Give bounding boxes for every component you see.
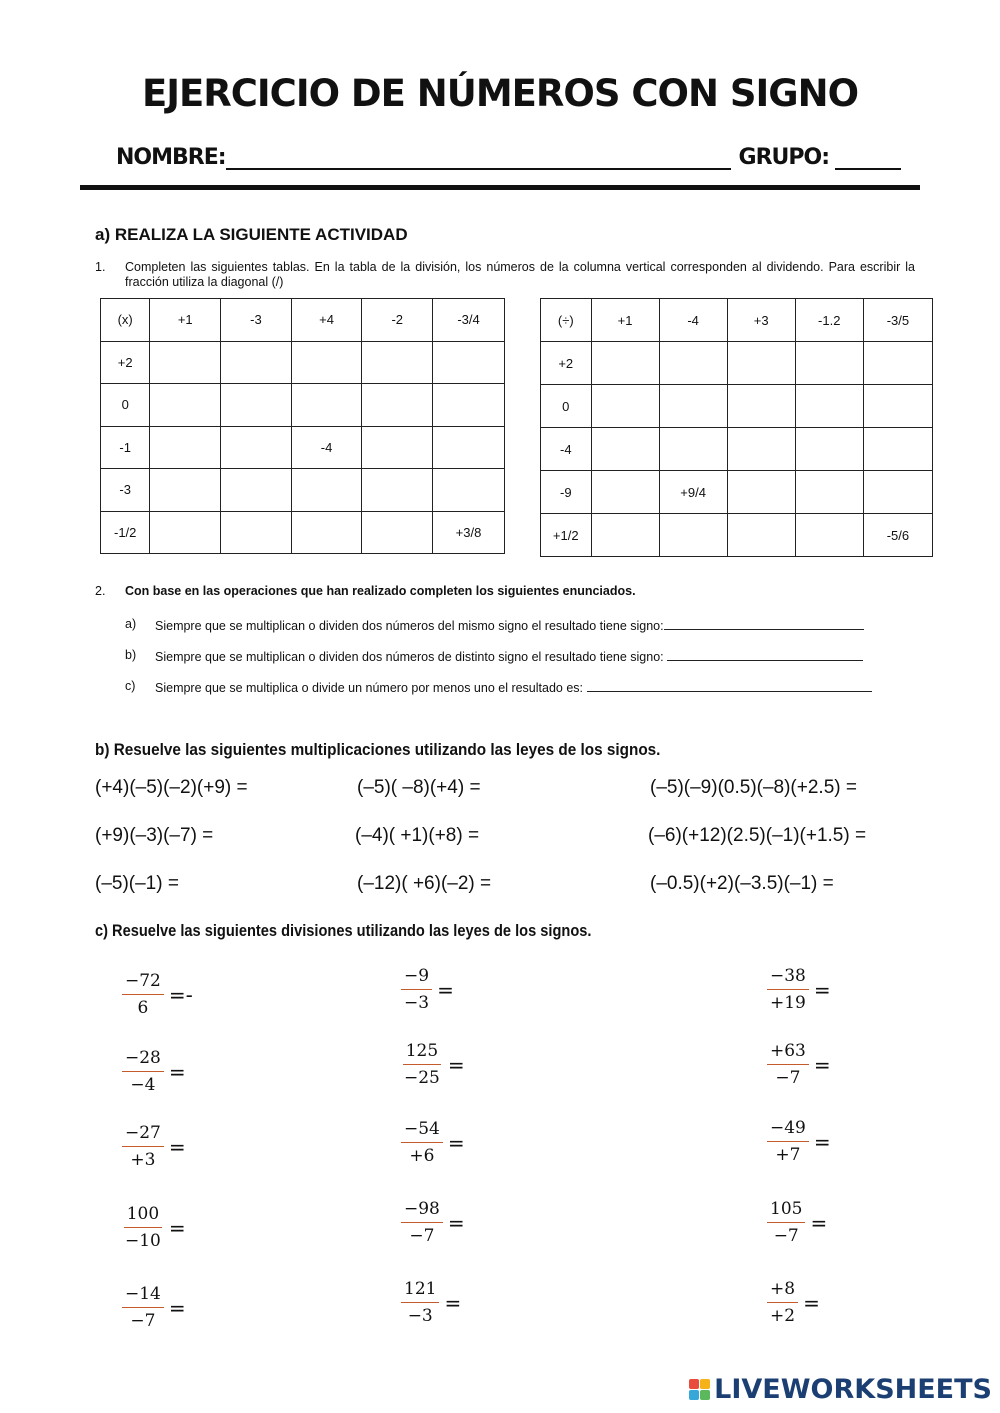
section-a-heading: a) REALIZA LA SIGUIENTE ACTIVIDAD <box>95 225 408 244</box>
table-cell-given: -5/6 <box>863 514 932 557</box>
table-cell-input[interactable] <box>659 428 727 471</box>
statement-text: Siempre que se multiplican o dividen dos números del mismo signo el resultado tiene signo: <box>155 619 664 633</box>
fraction <box>767 965 809 1014</box>
table-cell-input[interactable] <box>221 384 292 427</box>
table-cell-input[interactable] <box>150 426 221 469</box>
fraction <box>122 1283 164 1332</box>
table-row <box>101 426 505 469</box>
fraction <box>122 1122 164 1171</box>
fraction <box>767 1117 809 1166</box>
table-cell-input[interactable] <box>433 426 505 469</box>
table-cell-input[interactable] <box>150 341 221 384</box>
statement-text: Siempre que se multiplican o dividen dos números de distinto signo el resultado tiene signo: <box>155 650 668 664</box>
table-cell-input[interactable] <box>863 385 932 428</box>
fraction-numerator: −49 <box>767 1117 809 1142</box>
fraction-denominator: +6 <box>409 1146 435 1166</box>
fraction <box>401 1118 443 1167</box>
answer-line[interactable] <box>667 648 863 661</box>
name-field[interactable] <box>226 144 731 170</box>
table-row <box>101 469 505 512</box>
fraction-numerator: −72 <box>122 970 164 995</box>
fraction-numerator: −14 <box>122 1283 164 1308</box>
table-cell-input[interactable] <box>591 514 659 557</box>
multiplication-item: (–12)( +6)(–2) = <box>357 873 492 894</box>
equals-sign: = <box>803 1290 820 1315</box>
group-label: GRUPO: <box>738 145 830 170</box>
table-header-cell: (÷) <box>541 299 592 342</box>
table-header-cell: -1 <box>101 426 150 469</box>
fraction <box>401 965 432 1014</box>
equals-sign: = <box>447 1210 465 1235</box>
fraction-exercise <box>401 965 454 1014</box>
table-header-cell: -3/5 <box>863 299 932 342</box>
multiplication-item: (–0.5)(+2)(–3.5)(–1) = <box>650 873 834 894</box>
header-rule <box>80 185 920 190</box>
table-header-row <box>541 299 933 342</box>
fraction-exercise <box>767 1198 827 1247</box>
table-cell-input[interactable] <box>150 384 221 427</box>
fraction-numerator: 121 <box>401 1278 439 1303</box>
table-cell-input[interactable] <box>221 469 292 512</box>
table-cell-input[interactable] <box>727 385 795 428</box>
fraction-exercise <box>401 1040 465 1089</box>
fraction-exercise <box>767 1040 831 1089</box>
table-cell-given: +3/8 <box>433 511 505 554</box>
equals-sign: = <box>437 977 454 1002</box>
table-cell-input[interactable] <box>795 428 863 471</box>
fraction <box>122 1203 164 1252</box>
answer-line[interactable] <box>587 679 872 692</box>
fraction-numerator: −54 <box>401 1118 443 1143</box>
table-cell-input[interactable] <box>795 514 863 557</box>
equals-sign: =- <box>168 982 193 1007</box>
fraction <box>767 1278 798 1327</box>
table-cell-input[interactable] <box>863 428 932 471</box>
fraction-exercise <box>767 1278 820 1327</box>
table-cell-input[interactable] <box>150 511 221 554</box>
fraction-numerator: 105 <box>767 1198 805 1223</box>
equals-sign: = <box>813 1129 831 1154</box>
table-cell-input[interactable] <box>863 342 932 385</box>
fraction-numerator: −28 <box>122 1047 164 1072</box>
table-header-cell: -2 <box>362 299 433 342</box>
equals-sign: = <box>444 1290 462 1315</box>
table-cell-input[interactable] <box>221 511 292 554</box>
table-cell-input[interactable] <box>291 511 362 554</box>
equals-sign: = <box>168 1295 186 1320</box>
fraction-denominator: +3 <box>130 1150 156 1170</box>
equals-sign: = <box>168 1215 186 1240</box>
table-cell-input[interactable] <box>150 469 221 512</box>
fraction <box>122 970 164 1019</box>
table-row <box>541 385 933 428</box>
liveworksheets-logo <box>689 1374 992 1405</box>
multiplication-item: (–6)(+12)(2.5)(–1)(+1.5) = <box>648 825 867 846</box>
table-header-cell: -1.2 <box>795 299 863 342</box>
fraction-numerator: 100 <box>124 1203 162 1228</box>
table-header-cell: -3 <box>101 469 150 512</box>
fraction-numerator: +8 <box>767 1278 798 1303</box>
statement-text: Siempre que se multiplica o divide un número por menos uno el resultado es: <box>155 681 587 695</box>
multiplication-item: (–5)(–1) = <box>95 873 179 894</box>
table-cell-input[interactable] <box>591 471 659 514</box>
table-header-cell: +2 <box>101 341 150 384</box>
instruction-text: Completen las siguientes tablas. En la tabla de la división, los números de la columna vertical corresponden al dividendo. Para escribir la fracción utiliza la diagonal (/) <box>125 260 915 289</box>
fraction-numerator: −98 <box>401 1198 443 1223</box>
logo-block <box>700 1379 710 1389</box>
table-cell-input[interactable] <box>291 341 362 384</box>
fraction <box>767 1040 809 1089</box>
table-cell-given: +9/4 <box>659 471 727 514</box>
logo-block <box>689 1390 699 1400</box>
fraction-exercise <box>122 1122 186 1171</box>
fraction <box>122 1047 164 1096</box>
fraction-denominator: −7 <box>773 1226 799 1246</box>
fraction-exercise <box>122 970 193 1019</box>
table-cell-input[interactable] <box>659 514 727 557</box>
section-b-heading: b) Resuelve las siguientes multiplicaciones utilizando las leyes de los signos. <box>95 740 661 759</box>
table-cell-input[interactable] <box>291 384 362 427</box>
table-header-cell: (x) <box>101 299 150 342</box>
equals-sign: = <box>447 1130 465 1155</box>
table-cell-input[interactable] <box>221 426 292 469</box>
table-cell-input[interactable] <box>727 428 795 471</box>
answer-line[interactable] <box>664 617 864 630</box>
equals-sign: = <box>813 1052 831 1077</box>
item-number: 1. <box>95 260 106 274</box>
fraction-exercise <box>401 1198 465 1247</box>
table-cell-input[interactable] <box>727 514 795 557</box>
table-header-cell: 0 <box>541 385 592 428</box>
table-cell-input[interactable] <box>659 342 727 385</box>
multiplication-table <box>100 298 505 554</box>
instruction-1 <box>95 260 915 290</box>
statement-letter: a) <box>125 617 137 631</box>
fraction-denominator: +19 <box>770 993 806 1013</box>
fraction-exercise <box>122 1283 186 1332</box>
group-field[interactable] <box>835 144 901 170</box>
name-label: NOMBRE: <box>116 145 226 170</box>
fraction <box>767 1198 805 1247</box>
table-cell-input[interactable] <box>727 471 795 514</box>
fraction-exercise <box>767 1117 831 1166</box>
table-row <box>101 511 505 554</box>
fraction-numerator: −38 <box>767 965 809 990</box>
equals-sign: = <box>168 1134 186 1159</box>
table-row <box>541 428 933 471</box>
fraction-denominator: −3 <box>407 1306 433 1326</box>
statement-letter: b) <box>125 648 137 662</box>
equals-sign: = <box>168 1059 186 1084</box>
multiplication-item: (–4)( +1)(+8) = <box>355 825 480 846</box>
instruction-text: Con base en las operaciones que han realizado completen los siguientes enunciados. <box>125 584 636 598</box>
fraction-numerator: −27 <box>122 1122 164 1147</box>
table-cell-input[interactable] <box>362 426 433 469</box>
table-cell-input[interactable] <box>591 342 659 385</box>
equals-sign: = <box>810 1210 828 1235</box>
fraction <box>401 1278 439 1327</box>
table-row <box>101 384 505 427</box>
fraction-denominator: −3 <box>404 993 430 1013</box>
table-cell-input[interactable] <box>362 469 433 512</box>
table-header-cell: +3 <box>727 299 795 342</box>
table-row <box>541 471 933 514</box>
table-header-cell: +2 <box>541 342 592 385</box>
table-header-cell: +1/2 <box>541 514 592 557</box>
table-row <box>541 342 933 385</box>
multiplication-item: (–5)( –8)(+4) = <box>357 777 481 798</box>
table-header-cell: -4 <box>659 299 727 342</box>
table-cell-input[interactable] <box>433 469 505 512</box>
table-cell-input[interactable] <box>659 385 727 428</box>
division-table <box>540 298 933 557</box>
table-header-cell: +4 <box>291 299 362 342</box>
multiplication-item: (+4)(–5)(–2)(+9) = <box>95 777 248 798</box>
table-cell-input[interactable] <box>795 471 863 514</box>
fraction-denominator: −7 <box>130 1311 156 1331</box>
table-cell-input[interactable] <box>362 384 433 427</box>
table-header-cell: 0 <box>101 384 150 427</box>
logo-icon <box>689 1379 710 1400</box>
fraction-denominator: −10 <box>125 1231 161 1251</box>
table-cell-input[interactable] <box>433 384 505 427</box>
table-header-cell: -4 <box>541 428 592 471</box>
fraction-denominator: +7 <box>775 1145 801 1165</box>
table-cell-given: -4 <box>291 426 362 469</box>
section-c-heading: c) Resuelve las siguientes divisiones utilizando las leyes de los signos. <box>95 921 592 940</box>
fraction-exercise <box>401 1118 465 1167</box>
fraction-exercise <box>122 1203 186 1252</box>
table-row <box>541 514 933 557</box>
fraction-denominator: −7 <box>409 1226 435 1246</box>
fraction-denominator: −7 <box>775 1068 801 1088</box>
table-cell-input[interactable] <box>727 342 795 385</box>
equals-sign: = <box>447 1052 465 1077</box>
table-header-cell: +1 <box>150 299 221 342</box>
table-cell-input[interactable] <box>863 471 932 514</box>
fraction-exercise <box>767 965 831 1014</box>
fraction <box>401 1040 443 1089</box>
table-cell-input[interactable] <box>795 385 863 428</box>
name-group-line <box>116 144 901 170</box>
table-cell-input[interactable] <box>795 342 863 385</box>
table-cell-input[interactable] <box>362 511 433 554</box>
fraction-numerator: 125 <box>403 1040 441 1065</box>
table-cell-input[interactable] <box>221 341 292 384</box>
item-number: 2. <box>95 584 106 598</box>
page-title: EJERCICIO DE NÚMEROS CON SIGNO <box>141 72 859 115</box>
fraction-exercise <box>401 1278 461 1327</box>
equals-sign: = <box>813 977 831 1002</box>
fraction <box>401 1198 443 1247</box>
multiplication-item: (–5)(–9)(0.5)(–8)(+2.5) = <box>650 777 857 798</box>
statement-letter: c) <box>125 679 136 693</box>
table-cell-input[interactable] <box>362 341 433 384</box>
table-header-row <box>101 299 505 342</box>
logo-block <box>700 1390 710 1400</box>
fraction-denominator: −4 <box>130 1075 156 1095</box>
logo-text: LIVEWORKSHEETS <box>714 1374 992 1405</box>
fraction-denominator: 6 <box>137 998 149 1018</box>
table-header-cell: -3/4 <box>433 299 505 342</box>
table-cell-input[interactable] <box>291 469 362 512</box>
fraction-exercise <box>122 1047 186 1096</box>
table-row <box>101 341 505 384</box>
table-header-cell: -3 <box>221 299 292 342</box>
logo-block <box>689 1379 699 1389</box>
table-header-cell: +1 <box>591 299 659 342</box>
fraction-denominator: +2 <box>770 1306 796 1326</box>
fraction-numerator: −9 <box>401 965 432 990</box>
table-header-cell: -1/2 <box>101 511 150 554</box>
fraction-denominator: −25 <box>404 1068 440 1088</box>
table-cell-input[interactable] <box>591 428 659 471</box>
fraction-numerator: +63 <box>767 1040 809 1065</box>
table-header-cell: -9 <box>541 471 592 514</box>
table-cell-input[interactable] <box>433 341 505 384</box>
multiplication-item: (+9)(–3)(–7) = <box>95 825 214 846</box>
table-cell-input[interactable] <box>591 385 659 428</box>
